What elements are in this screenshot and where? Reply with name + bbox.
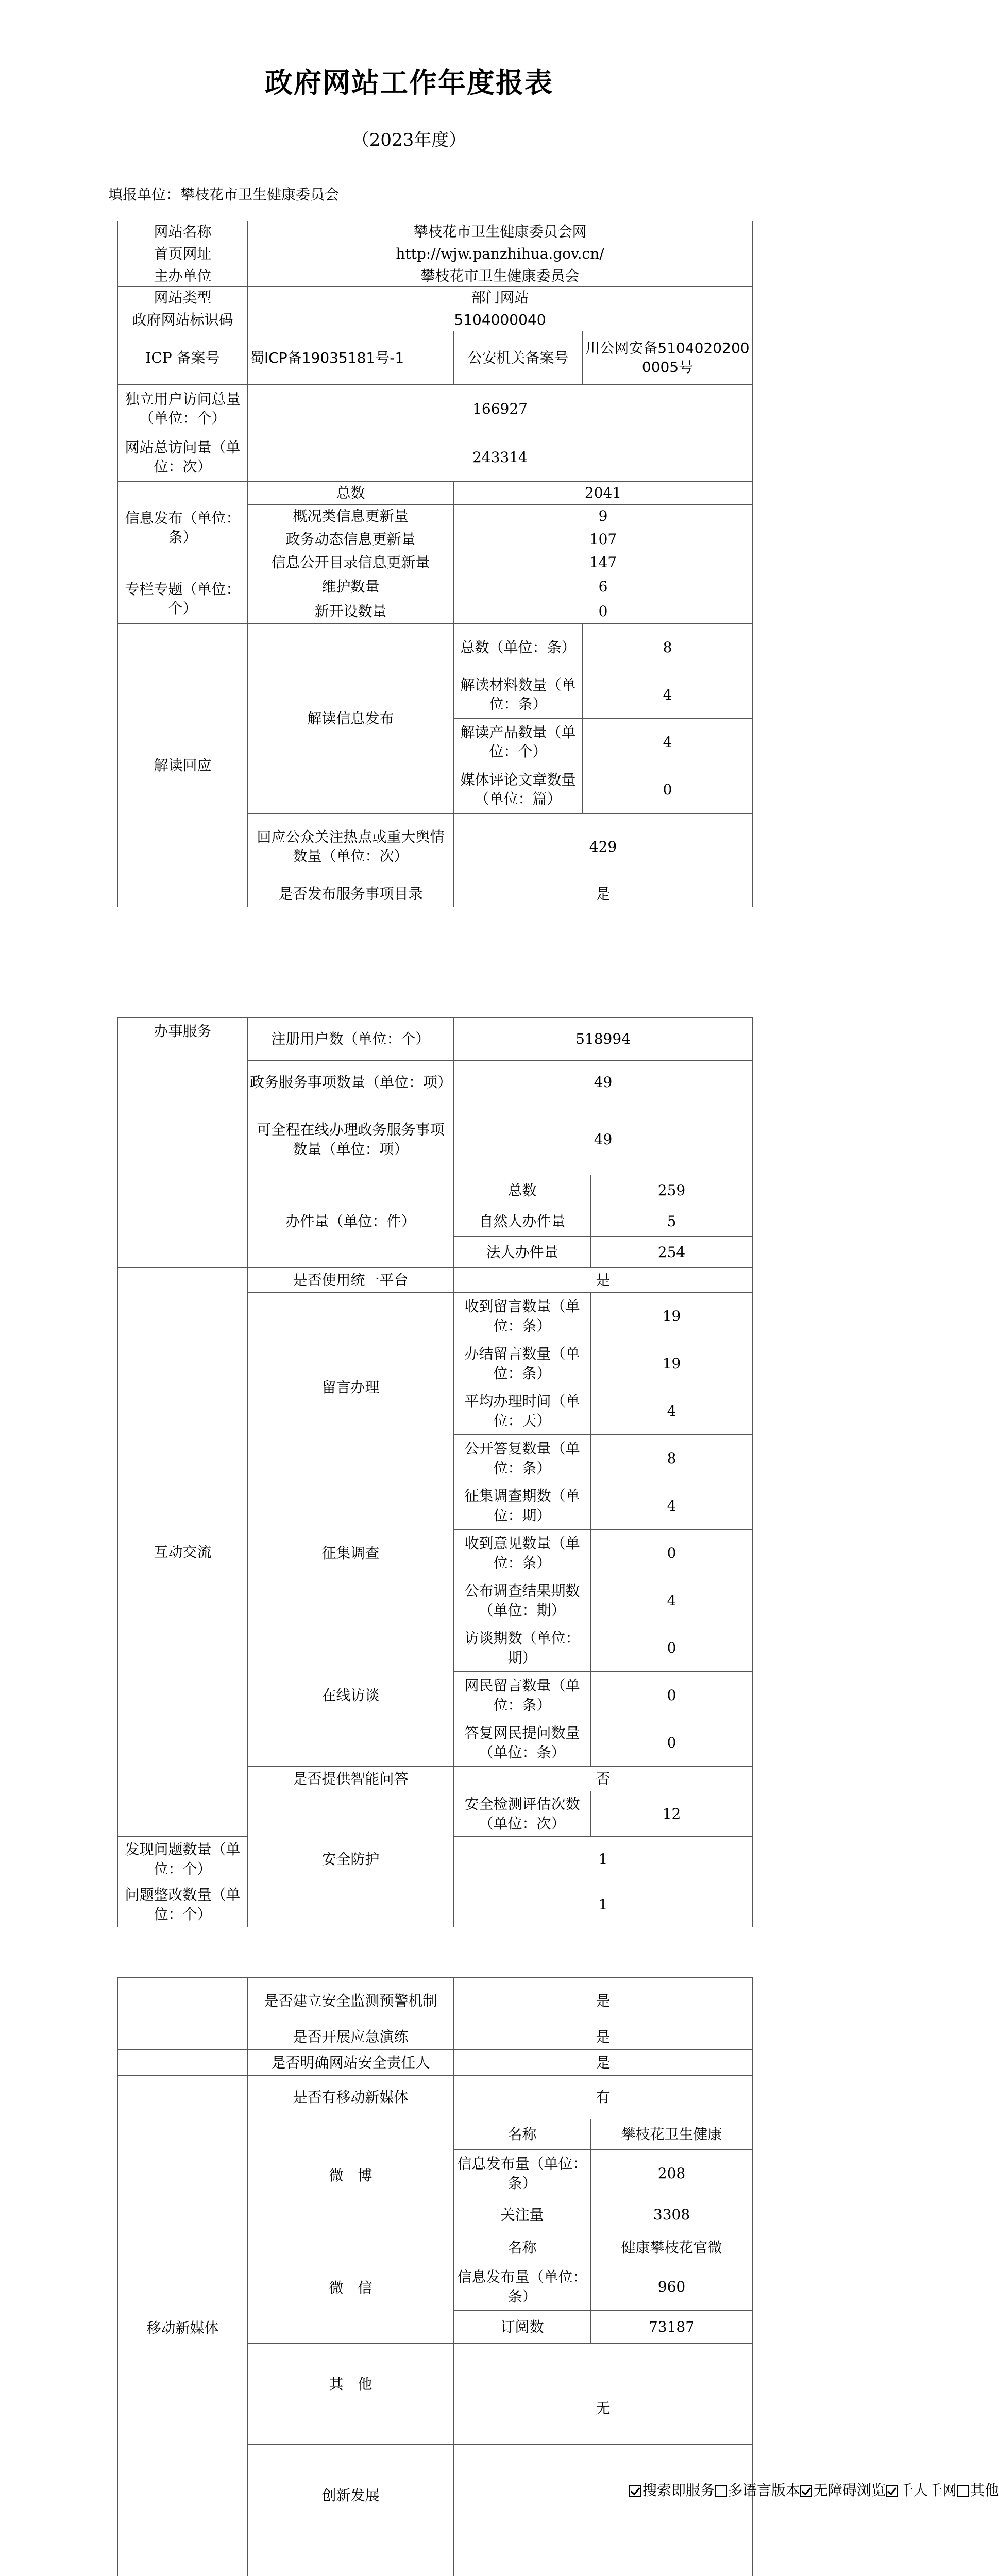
interp-total-value: 8 <box>583 623 753 671</box>
overview-update-label: 概况类信息更新量 <box>248 504 454 528</box>
homepage-url[interactable]: http://wjw.panzhihua.gov.cn/ <box>248 243 753 265</box>
new-column-label: 新开设数量 <box>248 599 454 623</box>
checkbox-icon[interactable] <box>715 2485 727 2497</box>
registered-users-label: 注册用户数（单位：个） <box>248 1018 454 1061</box>
interview-msgs-label: 网民留言数量（单位：条） <box>454 1672 591 1719</box>
received-msgs-value: 19 <box>591 1293 753 1340</box>
security-owner-label: 是否明确网站安全责任人 <box>248 2050 454 2076</box>
new-column-value: 0 <box>454 599 753 623</box>
icp-value: 蜀ICP备19035181号-1 <box>248 331 454 384</box>
monitor-mechanism-value: 是 <box>454 1978 753 2024</box>
security-label: 安全防护 <box>248 1791 454 1927</box>
weibo-posts-value: 208 <box>591 2150 753 2197</box>
smart-qa-value: 否 <box>454 1767 753 1791</box>
interview-answers-value: 0 <box>591 1719 753 1767</box>
weibo-followers-value: 3308 <box>591 2197 753 2232</box>
service-label: 办事服务 <box>118 1018 248 1268</box>
weibo-followers-label: 关注量 <box>454 2197 591 2232</box>
case-total-value: 259 <box>591 1175 753 1206</box>
host-label: 主办单位 <box>118 265 248 287</box>
service-items-value: 49 <box>454 1061 753 1104</box>
weibo-name-value: 攀枝花卫生健康 <box>591 2119 753 2150</box>
media-article-label: 媒体评论文章数量（单位：篇） <box>454 766 583 813</box>
has-mobile-label: 是否有移动新媒体 <box>248 2076 454 2119</box>
icp-label: ICP 备案号 <box>118 331 248 384</box>
site-name-value: 攀枝花市卫生健康委员会网 <box>248 221 753 243</box>
police-record-label: 公安机关备案号 <box>454 331 583 384</box>
interp-total-label: 总数（单位：条） <box>454 623 583 671</box>
site-type-value: 部门网站 <box>248 287 753 309</box>
interaction-label: 互动交流 <box>118 1268 248 1837</box>
wechat-subscribers-label: 订阅数 <box>454 2311 591 2344</box>
legal-person-label: 法人办件量 <box>454 1237 591 1268</box>
site-name-label: 网站名称 <box>118 221 248 243</box>
other-media-label: 其 他 <box>248 2344 454 2445</box>
interpretation-label: 解读回应 <box>118 623 248 907</box>
report-year: （2023年度） <box>351 130 467 150</box>
option-multilingual[interactable]: 多语言版本 <box>715 2482 800 2499</box>
innovation-options <box>454 2445 999 2576</box>
mobile-media-label: 移动新媒体 <box>118 2076 248 2576</box>
option-personalized[interactable]: 千人千网 <box>886 2482 957 2499</box>
wechat-name-value: 健康攀枝花官微 <box>591 2232 753 2263</box>
avg-time-label: 平均办理时间（单位：天） <box>454 1387 591 1435</box>
public-reply-value: 8 <box>591 1435 753 1482</box>
opinions-label: 收到意见数量（单位：条） <box>454 1530 591 1577</box>
security-eval-label: 安全检测评估次数（单位：次） <box>454 1791 591 1837</box>
service-catalog-value: 是 <box>454 880 753 907</box>
maintain-count-label: 维护数量 <box>248 574 454 599</box>
wechat-posts-label: 信息发布量（单位：条） <box>454 2263 591 2311</box>
service-catalog-label: 是否发布服务事项目录 <box>248 880 454 907</box>
online-items-label: 可全程在线办理政务服务事项数量（单位：项） <box>248 1104 454 1175</box>
natural-person-label: 自然人办件量 <box>454 1206 591 1237</box>
report-title: 政府网站工作年度报表 <box>265 66 553 99</box>
monitor-mechanism-label: 是否建立安全监测预警机制 <box>248 1978 454 2024</box>
info-total-value: 2041 <box>454 481 753 504</box>
reporting-unit: 填报单位：攀枝花市卫生健康委员会 <box>108 186 340 203</box>
weibo-posts-label: 信息发布量（单位：条） <box>454 2150 591 2197</box>
case-volume-label: 办件量（单位：件） <box>248 1175 454 1268</box>
natural-person-value: 5 <box>591 1206 753 1237</box>
option-other[interactable]: 其他 <box>957 2482 999 2499</box>
received-msgs-label: 收到留言数量（单位：条） <box>454 1293 591 1340</box>
special-column-label: 专栏专题（单位：个） <box>118 574 248 623</box>
survey-count-label: 征集调查期数（单位：期） <box>454 1482 591 1530</box>
issues-found-label: 发现问题数量（单位：个） <box>118 1837 248 1882</box>
unique-visitors-label: 独立用户访问总量（单位：个） <box>118 384 248 433</box>
other-media-value: 无 <box>454 2344 753 2445</box>
interpretation-publish-label: 解读信息发布 <box>248 623 454 813</box>
security-eval-value: 12 <box>591 1791 753 1837</box>
unified-platform-label: 是否使用统一平台 <box>248 1268 454 1293</box>
wechat-name-label: 名称 <box>454 2232 591 2263</box>
survey-results-value: 4 <box>591 1577 753 1624</box>
has-mobile-value: 有 <box>454 2076 753 2119</box>
avg-time-value: 4 <box>591 1387 753 1435</box>
emergency-drill-label: 是否开展应急演练 <box>248 2024 454 2050</box>
site-code-label: 政府网站标识码 <box>118 309 248 331</box>
weibo-name-label: 名称 <box>454 2119 591 2150</box>
wechat-posts-value: 960 <box>591 2263 753 2311</box>
checkbox-icon[interactable] <box>629 2485 641 2497</box>
innovation-label: 创新发展 <box>248 2445 454 2576</box>
interview-count-label: 访谈期数（单位：期） <box>454 1624 591 1672</box>
finished-msgs-label: 办结留言数量（单位：条） <box>454 1340 591 1387</box>
legal-person-value: 254 <box>591 1237 753 1268</box>
mobile-innovation-table <box>117 1977 999 2576</box>
overview-update-value: 9 <box>454 504 753 528</box>
case-total-label: 总数 <box>454 1175 591 1206</box>
hot-response-value: 429 <box>454 813 753 880</box>
interp-product-label: 解读产品数量（单位：个） <box>454 718 583 766</box>
media-article-value: 0 <box>583 766 753 813</box>
issues-fixed-label: 问题整改数量（单位：个） <box>118 1882 248 1927</box>
police-record-value: 川公网安备51040202000005号 <box>583 331 753 384</box>
homepage-label: 首页网址 <box>118 243 248 265</box>
unified-platform-value: 是 <box>454 1268 753 1293</box>
smart-qa-label: 是否提供智能问答 <box>248 1767 454 1791</box>
wechat-label: 微 信 <box>248 2232 454 2344</box>
service-interaction-table <box>117 1017 753 1927</box>
issues-fixed-value: 1 <box>454 1882 753 1927</box>
option-accessibility[interactable]: 无障碍浏览 <box>800 2482 886 2499</box>
page-views-value: 243314 <box>248 433 753 481</box>
interview-answers-label: 答复网民提问数量（单位：条） <box>454 1719 591 1767</box>
weibo-label: 微 博 <box>248 2119 454 2232</box>
survey-results-label: 公布调查结果期数（单位：期） <box>454 1577 591 1624</box>
checkbox-icon[interactable] <box>957 2485 969 2497</box>
open-catalog-update-label: 信息公开目录信息更新量 <box>248 551 454 574</box>
open-catalog-update-value: 147 <box>454 551 753 574</box>
site-type-label: 网站类型 <box>118 287 248 309</box>
info-release-label: 信息发布（单位：条） <box>118 481 248 574</box>
issues-found-value: 1 <box>454 1837 753 1882</box>
interview-msgs-value: 0 <box>591 1672 753 1719</box>
online-items-value: 49 <box>454 1104 753 1175</box>
public-reply-label: 公开答复数量（单位：条） <box>454 1435 591 1482</box>
interview-count-value: 0 <box>591 1624 753 1672</box>
hot-response-label: 回应公众关注热点或重大舆情数量（单位：次） <box>248 813 454 880</box>
basic-info-table <box>117 221 753 907</box>
opinions-value: 0 <box>591 1530 753 1577</box>
unique-visitors-value: 166927 <box>248 384 753 433</box>
checkbox-icon[interactable] <box>800 2485 812 2497</box>
interp-material-value: 4 <box>583 671 753 718</box>
checkbox-icon[interactable] <box>886 2485 898 2497</box>
finished-msgs-value: 19 <box>591 1340 753 1387</box>
emergency-drill-value: 是 <box>454 2024 753 2050</box>
dynamic-update-label: 政务动态信息更新量 <box>248 528 454 551</box>
interp-product-value: 4 <box>583 718 753 766</box>
info-total-label: 总数 <box>248 481 454 504</box>
maintain-count-value: 6 <box>454 574 753 599</box>
message-handling-label: 留言办理 <box>248 1293 454 1482</box>
interp-material-label: 解读材料数量（单位：条） <box>454 671 583 718</box>
option-search-service[interactable]: 搜索即服务 <box>629 2482 715 2499</box>
site-code-value: 5104000040 <box>248 309 753 331</box>
security-owner-value: 是 <box>454 2050 753 2076</box>
survey-label: 征集调查 <box>248 1482 454 1624</box>
online-interview-label: 在线访谈 <box>248 1624 454 1767</box>
service-items-label: 政务服务事项数量（单位：项） <box>248 1061 454 1104</box>
host-value: 攀枝花市卫生健康委员会 <box>248 265 753 287</box>
registered-users-value: 518994 <box>454 1018 753 1061</box>
dynamic-update-value: 107 <box>454 528 753 551</box>
survey-count-value: 4 <box>591 1482 753 1530</box>
wechat-subscribers-value: 73187 <box>591 2311 753 2344</box>
page-views-label: 网站总访问量（单位：次） <box>118 433 248 481</box>
